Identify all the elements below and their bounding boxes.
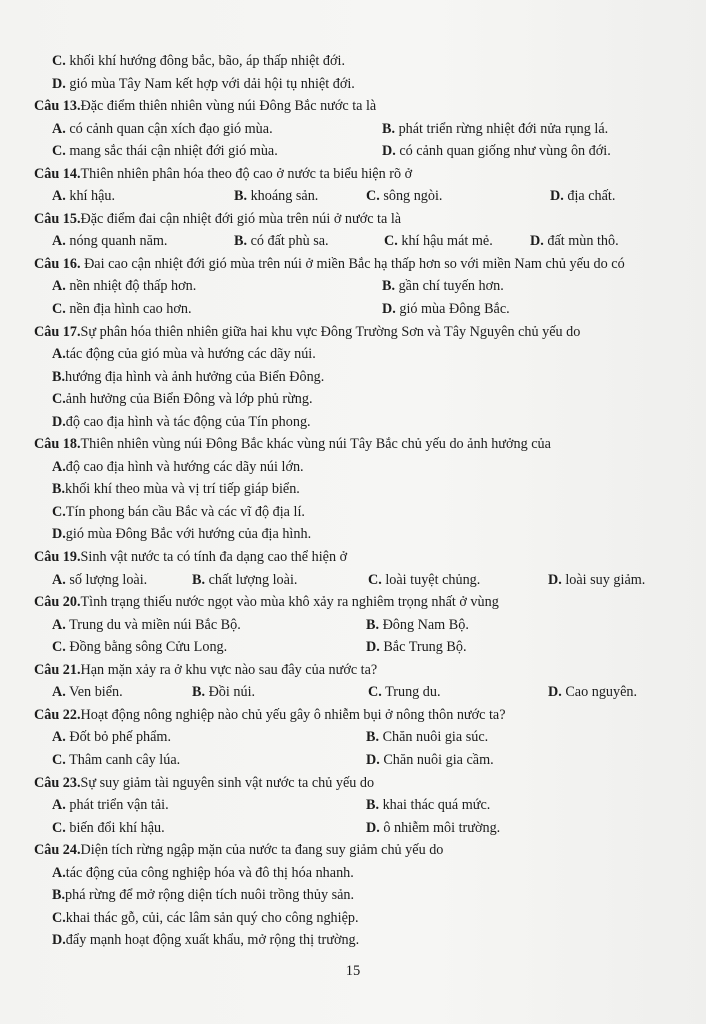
- question-14: [34, 163, 664, 186]
- option-a: A. tác động của công nghiệp hóa và đô thị hóa nhanh.: [52, 864, 354, 881]
- question-text: Hạn mặn xảy ra ở khu vực nào sau đây của nước ta?: [80, 661, 378, 678]
- option-d: D. Chăn nuôi gia cầm.: [366, 751, 494, 768]
- option-line: [34, 749, 664, 772]
- option-a: A. nóng quanh năm.: [52, 233, 168, 250]
- question-text: Thiên nhiên phân hóa theo độ cao ở nước ta biểu hiện rõ ở: [80, 165, 413, 182]
- option-d: D. ô nhiễm môi trường.: [366, 819, 501, 836]
- question-text: Sự phân hóa thiên nhiên giữa hai khu vực Đông Trường Sơn và Tây Nguyên chủ yếu do: [80, 323, 581, 340]
- question-list: [34, 50, 664, 952]
- option-d: D. Bắc Trung Bộ.: [366, 639, 467, 656]
- option-line: [34, 681, 664, 704]
- question-13: [34, 95, 664, 118]
- option-line: [34, 794, 664, 817]
- option-line: [34, 636, 664, 659]
- option-line: [34, 50, 664, 73]
- question-text: Đai cao cận nhiệt đới gió mùa trên núi ở miền Bắc hạ thấp hơn so với miền Nam chủ yếu do có: [80, 255, 625, 272]
- option-b: B. phát triển rừng nhiệt đới nửa rụng lá.: [382, 120, 609, 137]
- question-15: [34, 208, 664, 231]
- option-c: C. Trung du.: [368, 684, 441, 701]
- option-c: C. Đồng bằng sông Cửu Long.: [52, 639, 228, 656]
- option-c: C. mang sắc thái cận nhiệt đới gió mùa.: [52, 143, 278, 160]
- question-number: Câu 23.: [34, 774, 81, 791]
- option-a: A. nền nhiệt độ thấp hơn.: [52, 278, 197, 295]
- question-21: [34, 659, 664, 682]
- option-c: C. Tín phong bán cầu Bắc và các vĩ độ địa lí.: [52, 503, 305, 520]
- option-d: D. có cảnh quan giống như vùng ôn đới.: [382, 143, 611, 160]
- option-c: C. nền địa hình cao hơn.: [52, 301, 192, 318]
- question-22: [34, 704, 664, 727]
- option-b: B. Đồi núi.: [192, 684, 256, 701]
- option-line: [34, 118, 664, 141]
- option-a: A. có cảnh quan cận xích đạo gió mùa.: [52, 120, 273, 137]
- option-b: B. hướng địa hình và ảnh hưởng của Biển Đông.: [52, 368, 325, 385]
- option-d: D. gió mùa Đông Bắc.: [382, 301, 510, 318]
- option-line: [34, 614, 664, 637]
- option-d: D. gió mùa Tây Nam kết hợp với dải hội tụ nhiệt đới.: [52, 75, 355, 92]
- question-20: [34, 591, 664, 614]
- question-number: Câu 19.: [34, 549, 81, 566]
- question-text: Đặc điểm đai cận nhiệt đới gió mùa trên núi ở nước ta là: [80, 210, 402, 227]
- option-b: B. Chăn nuôi gia súc.: [366, 729, 489, 746]
- question-number: Câu 13.: [34, 98, 81, 115]
- option-line: [34, 140, 664, 163]
- option-c: C. biến đổi khí hậu.: [52, 819, 165, 836]
- question-number: Câu 20.: [34, 594, 81, 611]
- question-number: Câu 16.: [34, 255, 81, 272]
- question-text: Sinh vật nước ta có tính đa dạng cao thể hiện ở: [80, 549, 348, 566]
- option-b: B. gần chí tuyến hơn.: [382, 278, 504, 295]
- question-23: [34, 772, 664, 795]
- option-a: A. số lượng loài.: [52, 571, 148, 588]
- option-b: B. khai thác quá mức.: [366, 797, 491, 814]
- question-18: [34, 433, 664, 456]
- option-line: [34, 569, 664, 592]
- question-number: Câu 14.: [34, 165, 81, 182]
- option-line: [34, 73, 664, 96]
- option-line: [34, 185, 664, 208]
- option-d: D. Cao nguyên.: [548, 684, 638, 701]
- question-number: Câu 15.: [34, 210, 81, 227]
- option-line: [34, 230, 664, 253]
- question-24: [34, 839, 664, 862]
- option-c: C. ảnh hưởng của Biển Đông và lớp phủ rừng.: [52, 391, 313, 408]
- option-line: [34, 817, 664, 840]
- option-c: C. khí hậu mát mẻ.: [384, 233, 493, 250]
- option-b: B. Đông Nam Bộ.: [366, 616, 469, 633]
- question-number: Câu 18.: [34, 436, 81, 453]
- option-b: B. phá rừng để mở rộng diện tích nuôi trồng thủy sản.: [52, 887, 355, 904]
- question-17: [34, 321, 664, 344]
- question-text: Thiên nhiên vùng núi Đông Bắc khác vùng núi Tây Bắc chủ yếu do ảnh hưởng của: [80, 436, 551, 453]
- question-16: [34, 253, 664, 276]
- option-b: B. khoáng sản.: [234, 188, 319, 205]
- option-a: A. Ven biển.: [52, 684, 123, 701]
- option-d: D. gió mùa Đông Bắc với hướng của địa hình.: [52, 526, 312, 543]
- page-number: 15: [345, 963, 361, 979]
- option-c: C. khai thác gỗ, củi, các lâm sản quý cho công nghiệp.: [52, 909, 359, 926]
- option-line: [34, 275, 664, 298]
- question-number: Câu 17.: [34, 323, 81, 340]
- option-a: A. tác động của gió mùa và hướng các dãy núi.: [52, 346, 316, 363]
- option-a: A. Đốt bỏ phế phẩm.: [52, 729, 172, 746]
- option-d: D. đất mùn thô.: [530, 233, 619, 250]
- option-d: D. đẩy mạnh hoạt động xuất khẩu, mở rộng thị trường.: [52, 932, 360, 949]
- question-number: Câu 22.: [34, 706, 81, 723]
- option-a: A. phát triển vận tải.: [52, 797, 169, 814]
- option-c: C. loài tuyệt chủng.: [368, 571, 481, 588]
- option-d: D. địa chất.: [550, 188, 616, 205]
- question-19: [34, 546, 664, 569]
- option-c: C. sông ngòi.: [366, 188, 443, 205]
- option-b: B. có đất phù sa.: [234, 233, 329, 250]
- option-line: [34, 726, 664, 749]
- option-c: C. Thâm canh cây lúa.: [52, 751, 181, 768]
- option-b: B. chất lượng loài.: [192, 571, 298, 588]
- option-a: A. độ cao địa hình và hướng các dãy núi lớn.: [52, 458, 304, 475]
- question-text: Sự suy giảm tài nguyên sinh vật nước ta chủ yếu do: [80, 774, 375, 791]
- option-a: A. khí hậu.: [52, 188, 116, 205]
- option-line: [34, 298, 664, 321]
- option-a: A. Trung du và miền núi Bắc Bộ.: [52, 616, 241, 633]
- question-text: Tình trạng thiếu nước ngọt vào mùa khô xảy ra nghiêm trọng nhất ở vùng: [80, 594, 499, 611]
- question-text: Đặc điểm thiên nhiên vùng núi Đông Bắc nước ta là: [80, 98, 377, 115]
- option-d: D. loài suy giảm.: [548, 571, 646, 588]
- question-text: Hoạt động nông nghiệp nào chủ yếu gây ô nhiễm bụi ở nông thôn nước ta?: [80, 706, 506, 723]
- option-d: D. độ cao địa hình và tác động của Tín phong.: [52, 413, 311, 430]
- option-c: C. khối khí hướng đông bắc, bão, áp thấp nhiệt đới.: [52, 53, 346, 69]
- question-number: Câu 21.: [34, 661, 81, 678]
- option-b: B. khối khí theo mùa và vị trí tiếp giáp biển.: [52, 481, 300, 498]
- question-text: Diện tích rừng ngập mặn của nước ta đang suy giảm chủ yếu do: [80, 842, 444, 859]
- question-number: Câu 24.: [34, 842, 81, 859]
